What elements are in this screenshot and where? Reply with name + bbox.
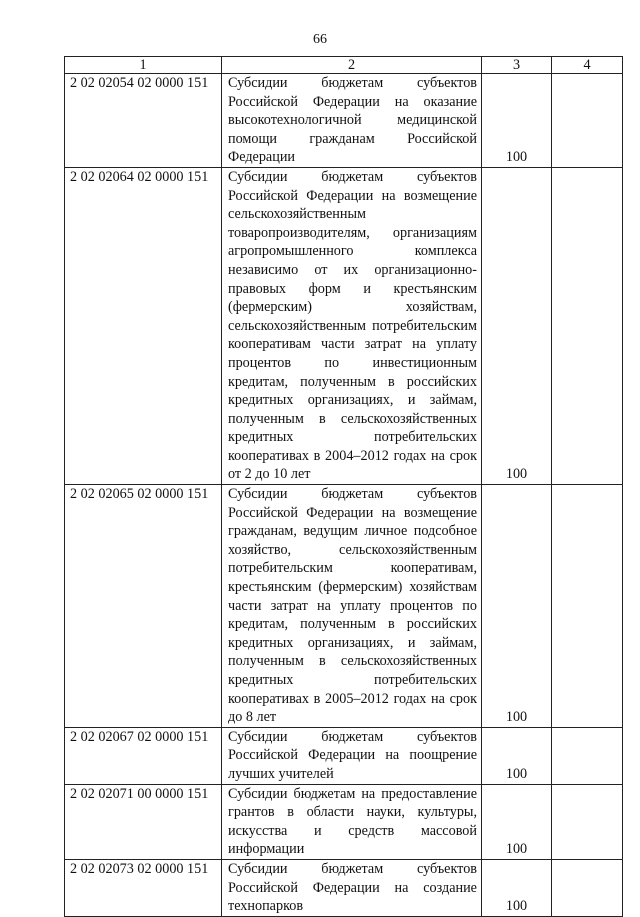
- table-row: [65, 167, 623, 484]
- budget-code: 2 02 02065 02 0000 151: [65, 485, 222, 728]
- budget-code: 2 02 02071 00 0000 151: [65, 784, 222, 859]
- amount: 100: [482, 167, 552, 484]
- description: Субсидии бюджетам субъектов Российской Федерации на оказание высокотехнологичной медицинской помощи гражданам Российской Федерации: [222, 74, 482, 168]
- budget-code: 2 02 02054 02 0000 151: [65, 74, 222, 168]
- column-header-2: 2: [222, 57, 482, 74]
- column-4-cell: [552, 859, 623, 916]
- page-number: 66: [313, 32, 327, 47]
- description: Субсидии бюджетам субъектов Российской Федерации на возмещение сельскохозяйственным товаропроизводителям, организациям агропромышленного комплекса независимо от их организационно-правовых форм и крестьянским (фермерским) хозяйствам, сельскохозяйственным потребительским кооперативам части затрат на уплату процентов по инвестиционным кредитам, полученным в российских кредитных организациях, и займам, полученным в сельскохозяйственных кредитных потребительских кооперативах в 2004–2012 годах на срок от 2 до 10 лет: [222, 167, 482, 484]
- budget-code: 2 02 02064 02 0000 151: [65, 167, 222, 484]
- table-row: [65, 485, 623, 728]
- column-header-4: 4: [552, 57, 623, 74]
- table-row: [65, 859, 623, 916]
- amount: 100: [482, 784, 552, 859]
- column-4-cell: [552, 727, 623, 784]
- table-row: [65, 784, 623, 859]
- table-row: [65, 74, 623, 168]
- amount: 100: [482, 74, 552, 168]
- header-row: [65, 57, 623, 74]
- description: Субсидии бюджетам субъектов Российской Федерации на создание технопарков: [222, 859, 482, 916]
- table-row: [65, 727, 623, 784]
- amount: 100: [482, 485, 552, 728]
- amount: 100: [482, 727, 552, 784]
- budget-code: 2 02 02073 02 0000 151: [65, 859, 222, 916]
- column-4-cell: [552, 784, 623, 859]
- column-header-3: 3: [482, 57, 552, 74]
- budget-table: [64, 56, 623, 917]
- description: Субсидии бюджетам на предоставление грантов в области науки, культуры, искусства и средств массовой информации: [222, 784, 482, 859]
- column-header-1: 1: [65, 57, 222, 74]
- description: Субсидии бюджетам субъектов Российской Федерации на поощрение лучших учителей: [222, 727, 482, 784]
- column-4-cell: [552, 485, 623, 728]
- amount: 100: [482, 859, 552, 916]
- column-4-cell: [552, 167, 623, 484]
- description: Субсидии бюджетам субъектов Российской Федерации на возмещение гражданам, ведущим личное подсобное хозяйство, сельскохозяйственным потребительским кооперативам, крестьянским (фермерским) хозяйствам части затрат на уплату процентов по кредитам, полученным в российских кредитных организациях, и займам, полученным в сельскохозяйственных кредитных потребительских кооперативах в 2005–2012 годах на срок до 8 лет: [222, 485, 482, 728]
- budget-code: 2 02 02067 02 0000 151: [65, 727, 222, 784]
- column-4-cell: [552, 74, 623, 168]
